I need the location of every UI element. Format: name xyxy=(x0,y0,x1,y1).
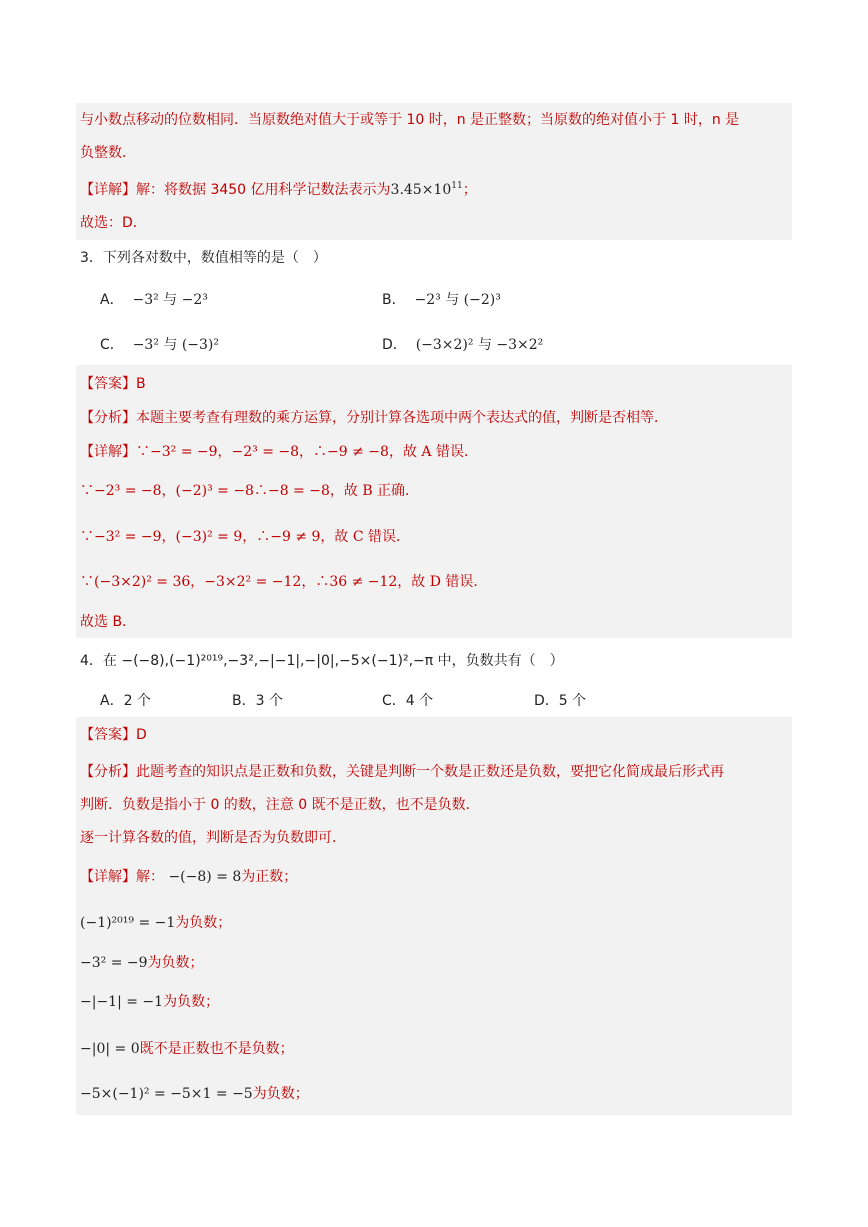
question-3-stem: 3．下列各对数中，数值相等的是（ ） xyxy=(80,250,327,266)
choose-line: 故选 B． xyxy=(80,614,137,630)
answer-line: 【答案】D xyxy=(80,727,147,743)
q4-option-d: D．5 个 xyxy=(534,693,587,709)
analysis-text-line: 与小数点移动的位数相同．当原数绝对值大于或等于 10 时，n 是正整数；当原数的绝对值小于 1 时，n 是 xyxy=(80,112,740,128)
detail-text: 解：将数据 3450 亿用科学记数法表示为 xyxy=(136,182,391,198)
detail-line: −|−1| = −1为负数； xyxy=(80,994,220,1010)
q4-option-a: A．2 个 xyxy=(100,693,151,709)
analysis-text-line: 负整数． xyxy=(80,145,136,161)
detail-line: 【详解】解：将数据 3450 亿用科学记数法表示为$3.45\times 10^{11}$； xyxy=(80,181,477,198)
analysis-line: 【分析】此题考查的知识点是正数和负数，关键是判断一个数是正数还是负数，要把它化简成最后形式再 xyxy=(80,764,724,780)
detail-line: (−1)²⁰¹⁹ = −1为负数； xyxy=(80,915,232,931)
detail-line: −5×(−1)² = −5×1 = −5为负数； xyxy=(80,1086,309,1102)
math-expression: $3.45\times 10^{11}$ xyxy=(390,181,463,198)
q3-option-d: D． (−3×2)² 与 −3×2² xyxy=(382,337,544,353)
detail-line: 【详解】解： −(−8) = 8为正数； xyxy=(80,869,298,885)
answer-line: 【答案】B xyxy=(80,376,146,392)
detail-line: ∵−3² = −9，(−3)² = 9，∴−9 ≠ 9，故 C 错误． xyxy=(80,529,411,545)
detail-label: 【详解】 xyxy=(80,182,136,198)
analysis-line: 逐一计算各数的值，判断是否为负数即可． xyxy=(80,830,346,846)
q3-option-a: A． −3² 与 −2³ xyxy=(100,292,208,308)
detail-line: −3² = −9为负数； xyxy=(80,955,204,971)
q4-option-c: C．4 个 xyxy=(382,693,434,709)
detail-line: 【详解】∵−3² = −9，−2³ = −8，∴−9 ≠ −8，故 A 错误． xyxy=(80,444,478,460)
question-4-stem: 4．在 −(−8),(−1)²⁰¹⁹,−3²,−|−1|,−|0|,−5×(−1)²,−π 中，负数共有（ ） xyxy=(80,653,564,669)
detail-line: −|0| = 0既不是正数也不是负数； xyxy=(80,1041,294,1057)
analysis-line: 【分析】本题主要考查有理数的乘方运算，分别计算各选项中两个表达式的值，判断是否相等． xyxy=(80,410,668,426)
q3-option-b: B． −2³ 与 (−2)³ xyxy=(382,292,501,308)
detail-line: ∵(−3×2)² = 36，−3×2² = −12，∴36 ≠ −12，故 D 错误． xyxy=(80,574,488,590)
choose-line: 故选：D． xyxy=(80,215,147,231)
solution-block-q3 xyxy=(76,365,792,638)
q3-option-c: C． −3² 与 (−3)² xyxy=(100,337,220,353)
q4-option-b: B．3 个 xyxy=(232,693,283,709)
detail-line: ∵−2³ = −8，(−2)³ = −8∴−8 = −8，故 B 正确． xyxy=(80,483,420,499)
analysis-line: 判断．负数是指小于 0 的数，注意 0 既不是正数，也不是负数． xyxy=(80,797,480,813)
